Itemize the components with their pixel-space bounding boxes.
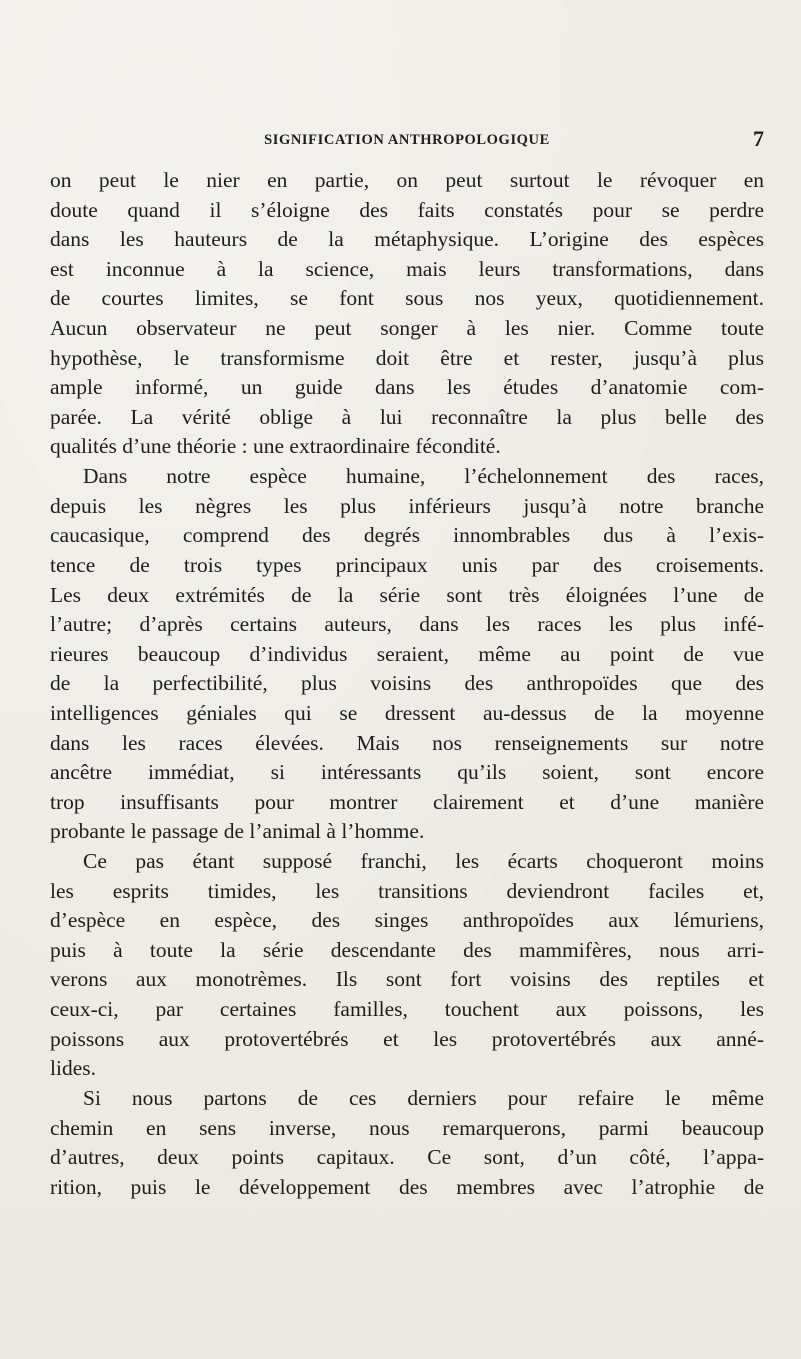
text-line: lides.: [50, 1056, 96, 1081]
text-line: parée. La vérité oblige à lui reconnaître la plus belle des: [50, 404, 764, 429]
text-line: rition, puis le développement des membres avec l’atrophie de: [50, 1174, 764, 1199]
text-line: les esprits timides, les transitions deviendront faciles et,: [50, 878, 764, 903]
text-line: chemin en sens inverse, nous remarquerons, parmi beaucoup: [50, 1115, 764, 1140]
text-line: intelligences géniales qui se dressent au-dessus de la moyenne: [50, 700, 764, 725]
text-line: l’autre; d’après certains auteurs, dans les races les plus infé-: [50, 612, 764, 637]
page-number: 7: [753, 126, 764, 151]
body-text: [50, 166, 764, 1202]
text-line: ceux-ci, par certaines familles, touchent aux poissons, les: [50, 997, 764, 1022]
text-line: de courtes limites, se font sous nos yeux, quotidiennement.: [50, 286, 764, 311]
text-line: Ce pas étant supposé franchi, les écarts choqueront moins: [83, 849, 764, 874]
text-line: caucasique, comprend des degrés innombrables dus à l’exis-: [50, 523, 764, 548]
text-line: ancêtre immédiat, si intéressants qu’ils soient, sont encore: [50, 760, 764, 785]
text-line: qualités d’une théorie : une extraordinaire fécondité.: [50, 434, 501, 459]
running-head: SIGNIFICATION ANTHROPOLOGIQUE: [264, 132, 550, 148]
text-line: trop insuffisants pour montrer clairement et d’une manière: [50, 789, 764, 814]
text-line: Les deux extrémités de la série sont très éloignées l’une de: [50, 582, 764, 607]
text-line: probante le passage de l’animal à l’homme.: [50, 819, 425, 844]
text-line: tence de trois types principaux unis par des croisements.: [50, 552, 764, 577]
page-header: [50, 126, 764, 156]
text-line: Aucun observateur ne peut songer à les nier. Comme toute: [50, 316, 764, 341]
text-line: ample informé, un guide dans les études d’anatomie com-: [50, 375, 764, 400]
text-line: verons aux monotrèmes. Ils sont fort voisins des reptiles et: [50, 967, 764, 992]
text-line: on peut le nier en partie, on peut surtout le révoquer en: [50, 168, 764, 192]
text-line: hypothèse, le transformisme doit être et rester, jusqu’à plus: [50, 345, 764, 370]
text-line: Dans notre espèce humaine, l’échelonnement des races,: [83, 464, 764, 489]
text-line: poissons aux protovertébrés et les protovertébrés aux anné-: [50, 1026, 764, 1051]
text-line: dans les hauteurs de la métaphysique. L’origine des espèces: [50, 227, 764, 252]
text-line: d’autres, deux points capitaux. Ce sont, d’un côté, l’appa-: [50, 1145, 764, 1170]
text-line: est inconnue à la science, mais leurs transformations, dans: [50, 256, 764, 281]
text-line: puis à toute la série descendante des mammifères, nous arri-: [50, 937, 764, 962]
text-line: de la perfectibilité, plus voisins des anthropoïdes que des: [50, 671, 764, 696]
text-line: dans les races élevées. Mais nos renseignements sur notre: [50, 730, 764, 755]
text-line: d’espèce en espèce, des singes anthropoïdes aux lémuriens,: [50, 908, 764, 933]
text-line: rieures beaucoup d’individus seraient, même au point de vue: [50, 641, 764, 666]
text-line: Si nous partons de ces derniers pour refaire le même: [83, 1085, 764, 1110]
text-line: doute quand il s’éloigne des faits constatés pour se perdre: [50, 197, 764, 222]
text-line: depuis les nègres les plus inférieurs jusqu’à notre branche: [50, 493, 764, 518]
